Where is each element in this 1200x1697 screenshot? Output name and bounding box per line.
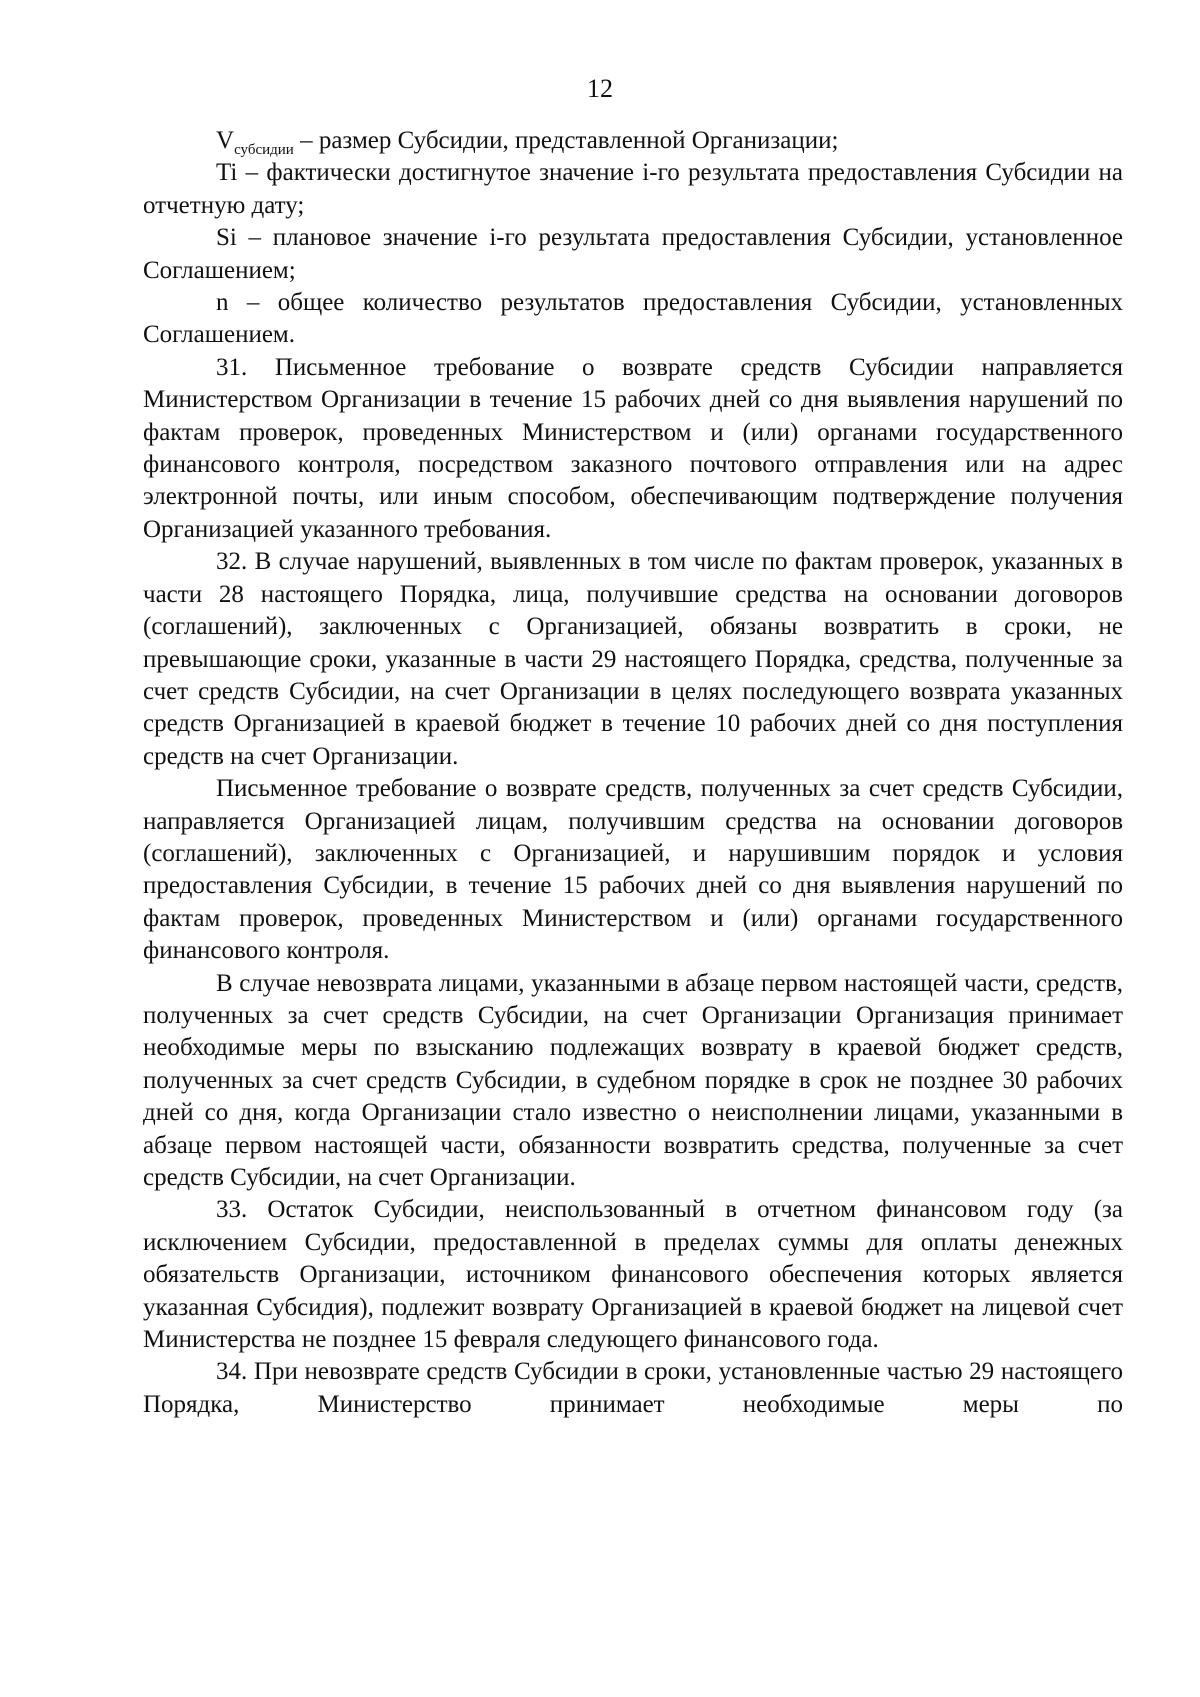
paragraph-32-written-demand: Письменное требование о возврате средств, полученных за счет средств Субсидии, направляется Организацией лицам, получившим средства на основании договоров (соглашений), заключенных с Организацией, и нарушившим порядок и условия предоставления Субсидии, в течение 15 рабочих дней со дня выявления нарушений по фактам проверок, проведенных Министерством и (или) органами государственного финансового контроля. (143, 775, 1123, 965)
v-subscript: субсидии (234, 142, 294, 158)
document-body (143, 125, 1123, 1421)
definition-n: n – общее количество результатов предоставления Субсидии, установленных Соглашением. (143, 289, 1123, 349)
page-number: 12 (587, 74, 613, 103)
definition-si: Si – плановое значение i-го результата предоставления Субсидии, установленное Соглашением; (143, 224, 1123, 284)
v-symbol: V (216, 127, 235, 154)
paragraph-33: 33. Остаток Субсидии, неиспользованный в отчетном финансовом году (за исключением Субсидии, предоставленной в пределах суммы для оплаты денежных обязательств Организации, источником финансового обеспечения которых является указанная Субсидия), подлежит возврату Организацией в краевой бюджет на лицевой счет Министерства не позднее 15 февраля следующего финансового года. (143, 1196, 1123, 1354)
definition-v (143, 125, 1123, 157)
paragraph-32: 32. В случае нарушений, выявленных в том числе по фактам проверок, указанных в части 28 настоящего Порядка, лица, получившие средства на основании договоров (соглашений), заключенных с Организацией, обязаны возвратить в сроки, не превышающие сроки, указанные в части 29 настоящего Порядка, средства, полученные за счет средств Субсидии, на счет Организации в целях последующего возврата указанных средств Организацией в краевой бюджет в течение 10 рабочих дней со дня поступления средств на счет Организации. (143, 548, 1123, 770)
paragraph-31: 31. Письменное требование о возврате средств Субсидии направляется Министерством Организации в течение 15 рабочих дней со дня выявления нарушений по фактам проверок, проведенных Министерством и (или) органами государственного финансового контроля, посредством заказного почтового отправления или на адрес электронной почты, или иным способом, обеспечивающим подтверждение получения Организацией указанного требования. (143, 353, 1123, 543)
definition-ti: Ti – фактически достигнутое значение i-го результата предоставления Субсидии на отчетную дату; (143, 159, 1123, 219)
paragraph-34: 34. При невозврате средств Субсидии в сроки, установленные частью 29 настоящего Порядка, Министерство принимает необходимые меры по (143, 1358, 1123, 1418)
v-definition-text: – размер Субсидии, представленной Организации; (293, 127, 839, 154)
paragraph-32-non-return: В случае невозврата лицами, указанными в абзаце первом настоящей части, средств, полученных за счет средств Субсидии, на счет Организации Организация принимает необходимые меры по взысканию подлежащих возврату в краевой бюджет средств, полученных за счет средств Субсидии, в судебном порядке в срок не позднее 30 рабочих дней со дня, когда Организации стало известно о неисполнении лицами, указанными в абзаце первом настоящей части, обязанности возвратить средства, полученные за счет средств Субсидии, на счет Организации. (143, 969, 1123, 1191)
